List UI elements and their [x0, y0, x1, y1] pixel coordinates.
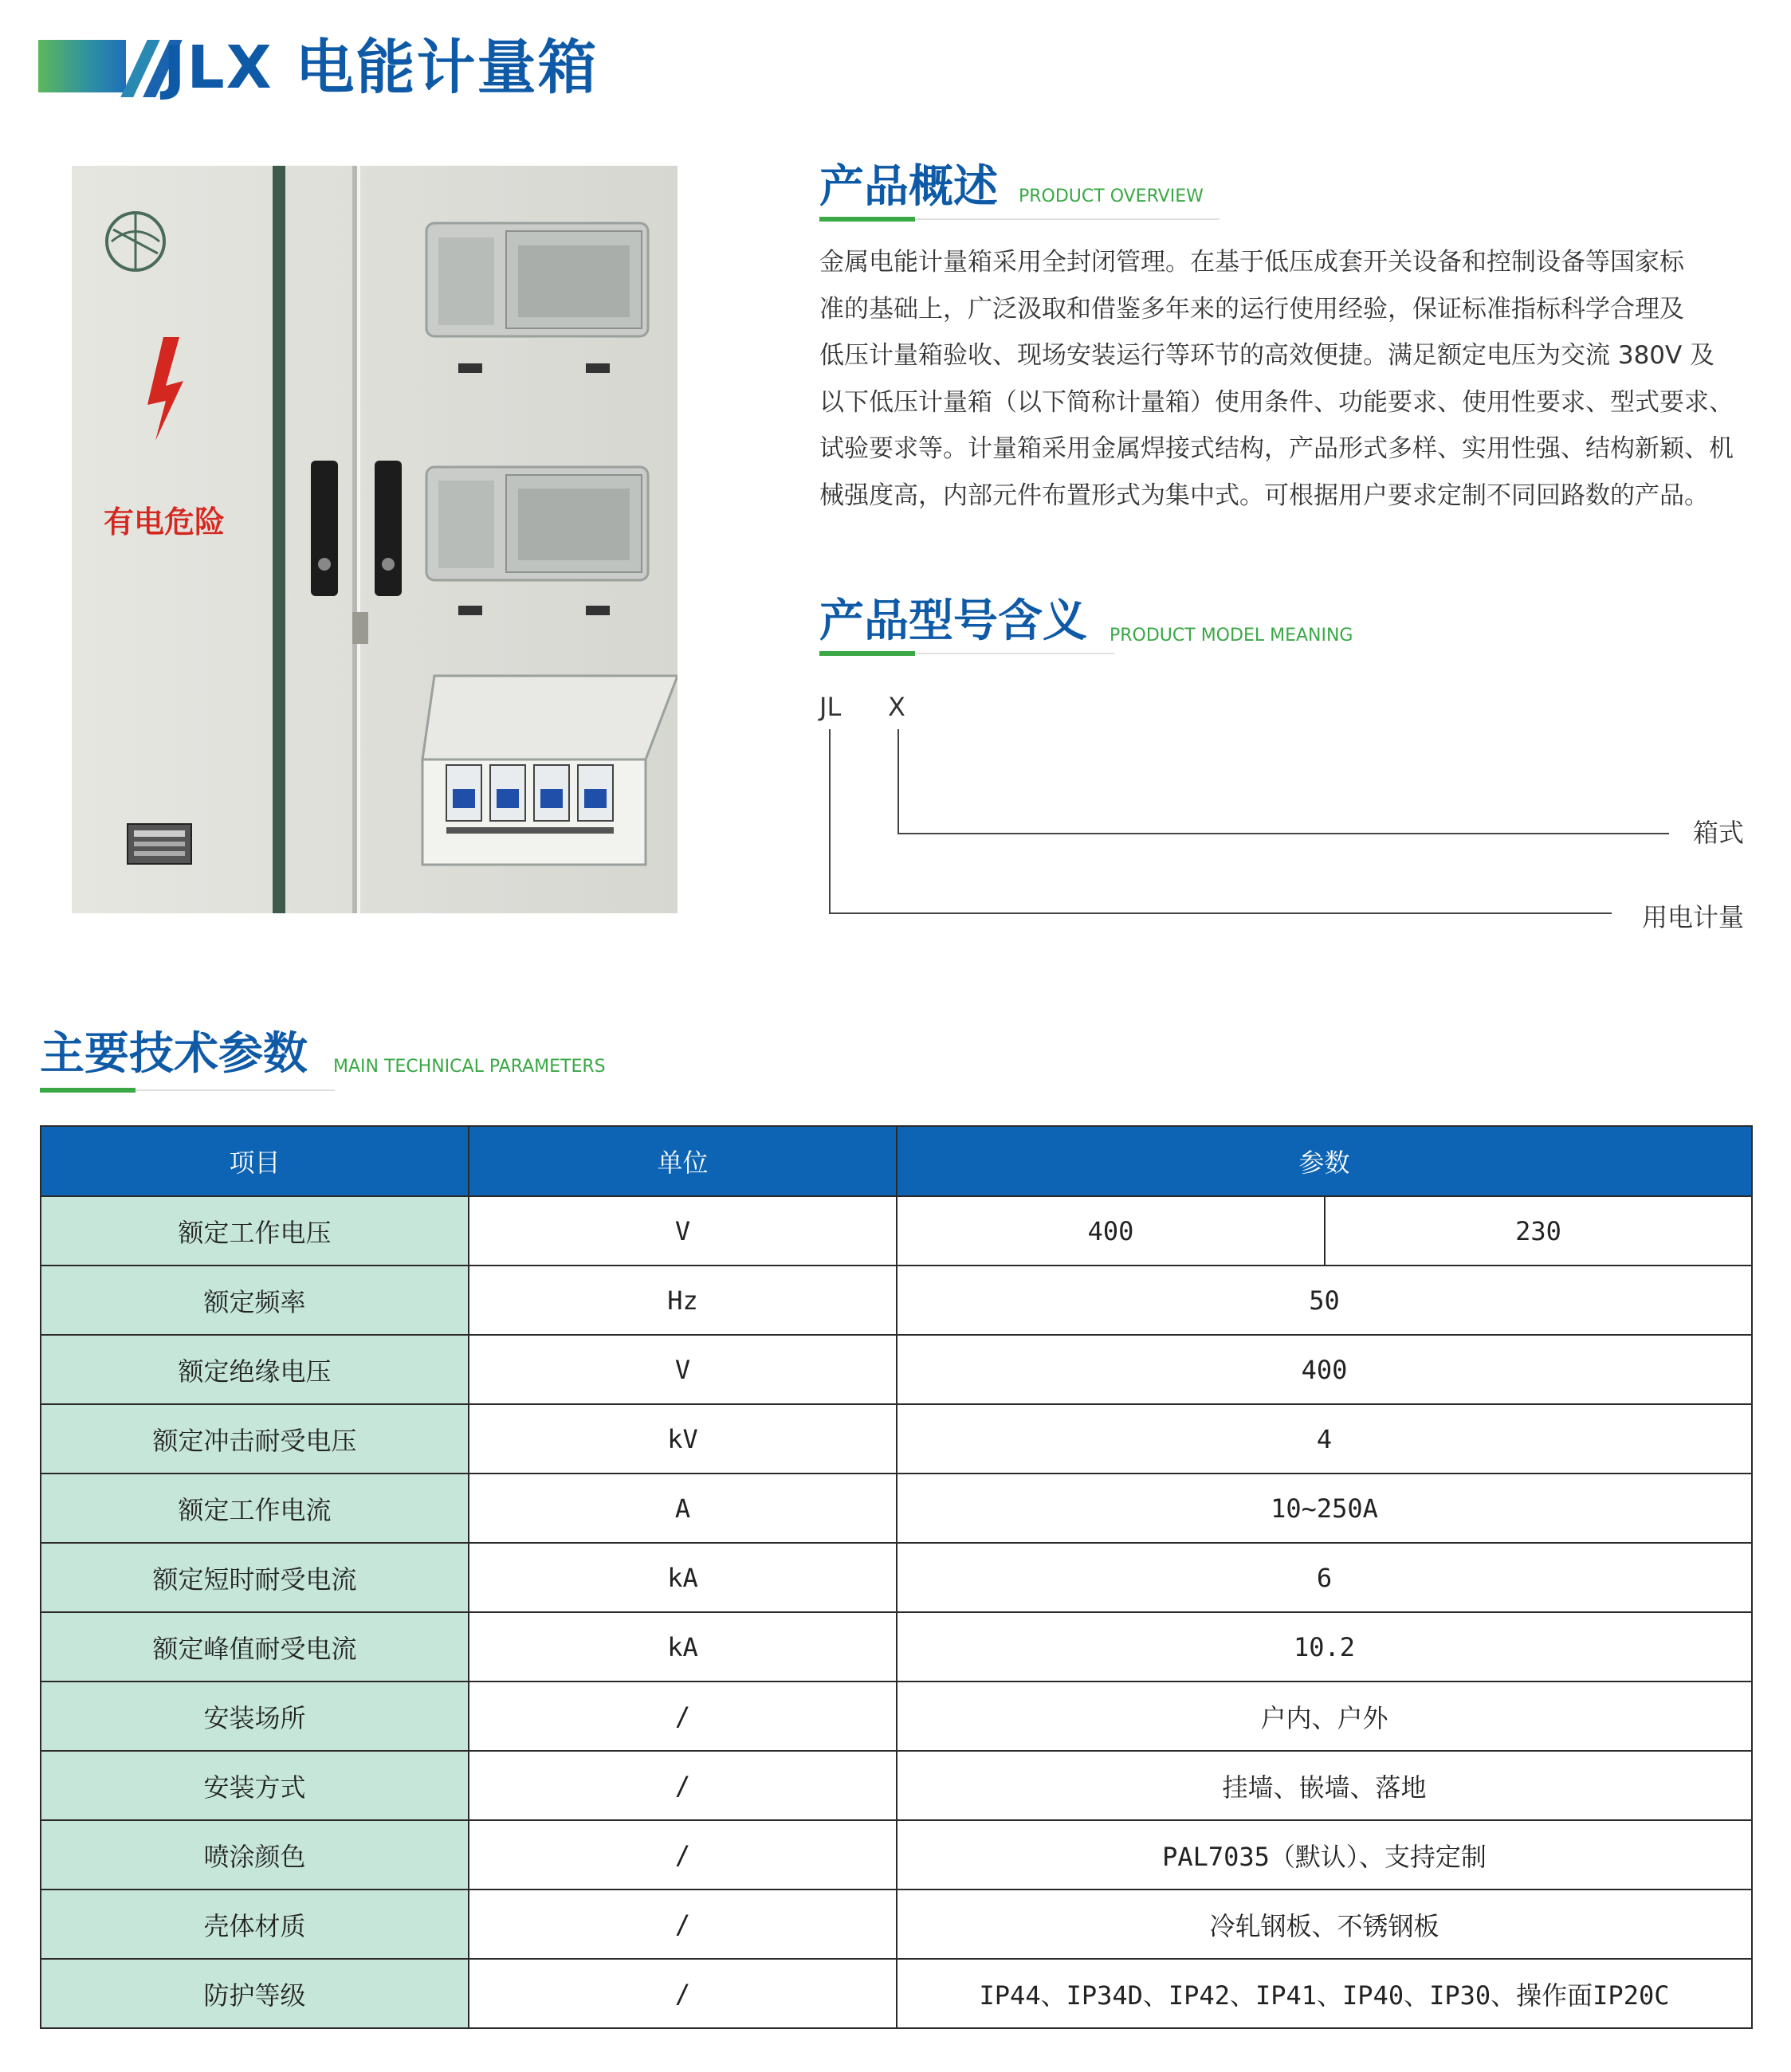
row-item: 安装方式 — [41, 1751, 469, 1820]
row-unit: V — [469, 1196, 897, 1266]
table-row — [41, 1335, 1752, 1404]
heading-underline-accent — [40, 1088, 136, 1093]
row-unit: kA — [469, 1612, 897, 1682]
row-item: 安装场所 — [41, 1682, 469, 1751]
model-meaning-x: 箱式 — [1693, 818, 1745, 848]
row-unit: A — [469, 1474, 897, 1543]
header-unit: 单位 — [469, 1126, 897, 1196]
table-row — [41, 1682, 1752, 1751]
table-row — [41, 1404, 1752, 1474]
model-heading-en: PRODUCT MODEL MEANING — [1110, 626, 1353, 646]
row-unit: Hz — [469, 1266, 897, 1335]
table-row — [41, 1474, 1752, 1543]
table-row — [41, 1820, 1752, 1890]
overview-heading — [819, 159, 1204, 215]
params-heading-title: 主要技术参数 — [40, 1028, 308, 1080]
model-line-jl-horizontal — [829, 912, 1612, 914]
table-row — [41, 1266, 1752, 1335]
model-line-jl-vertical — [829, 729, 831, 914]
warning-sign-text: 有电危险 — [104, 504, 226, 540]
row-item: 壳体材质 — [41, 1890, 469, 1959]
model-heading — [819, 594, 1353, 649]
row-value: 4 — [897, 1404, 1752, 1474]
title-accent-bar — [38, 40, 126, 92]
heading-underline-accent — [819, 651, 915, 656]
params-heading — [40, 1026, 606, 1082]
row-value: 挂墙、嵌墙、落地 — [897, 1751, 1752, 1820]
overview-line: 金属电能计量箱采用全封闭管理。在基于低压成套开关设备和控制设备等国家标 — [819, 248, 1684, 277]
row-value: PAL7035（默认）、支持定制 — [897, 1820, 1752, 1890]
model-code-x: X — [888, 692, 905, 722]
meter-cabinet-illustration — [72, 166, 678, 913]
table-row — [41, 1196, 1752, 1266]
header-item: 项目 — [41, 1126, 469, 1196]
row-value: 10.2 — [897, 1612, 1752, 1682]
row-value: 户内、户外 — [897, 1682, 1752, 1751]
parameters-table — [40, 1125, 1753, 2029]
table-row — [41, 1612, 1752, 1682]
row-value-b: 230 — [1325, 1196, 1752, 1266]
model-line-x-vertical — [897, 729, 899, 834]
table-row — [41, 1959, 1752, 2028]
row-unit: kV — [469, 1404, 897, 1474]
overview-text — [819, 239, 1754, 519]
overview-heading-title: 产品概述 — [819, 161, 998, 213]
heading-underline — [915, 653, 1114, 654]
model-heading-title: 产品型号含义 — [819, 595, 1087, 647]
heading-underline — [136, 1089, 335, 1091]
row-item: 喷涂颜色 — [41, 1820, 469, 1890]
row-unit: / — [469, 1751, 897, 1820]
overview-line: 试验要求等。计量箱采用金属焊接式结构，产品形式多样、实用性强、结构新颖、机 — [819, 434, 1734, 463]
overview-line: 准的基础上，广泛汲取和借鉴多年来的运行使用经验，保证标准指标科学合理及 — [819, 294, 1684, 324]
row-item: 额定短时耐受电流 — [41, 1543, 469, 1612]
row-unit: V — [469, 1335, 897, 1404]
row-value: 10~250A — [897, 1474, 1752, 1543]
overview-line: 低压计量箱验收、现场安装运行等环节的高效便捷。满足额定电压为交流 380V 及 — [819, 341, 1715, 370]
overview-heading-en: PRODUCT OVERVIEW — [1019, 186, 1204, 206]
row-value: 50 — [897, 1266, 1752, 1335]
row-unit: / — [469, 1820, 897, 1890]
row-item: 防护等级 — [41, 1959, 469, 2028]
heading-underline — [915, 218, 1220, 220]
row-value: 400 — [897, 1335, 1752, 1404]
model-code-jl: JL — [819, 692, 842, 722]
row-value-a: 400 — [897, 1196, 1325, 1266]
model-line-x-horizontal — [897, 833, 1669, 834]
overview-line: 械强度高，内部元件布置形式为集中式。可根据用户要求定制不同回路数的产品。 — [819, 481, 1709, 510]
row-item: 额定工作电流 — [41, 1474, 469, 1543]
row-value: 冷轧钢板、不锈钢板 — [897, 1890, 1752, 1959]
header-value: 参数 — [897, 1126, 1752, 1196]
page-title: JLX 电能计量箱 — [163, 33, 599, 102]
row-item: 额定频率 — [41, 1266, 469, 1335]
model-meaning-jl: 用电计量 — [1642, 902, 1745, 932]
table-header-row — [41, 1126, 1752, 1196]
row-item: 额定冲击耐受电压 — [41, 1404, 469, 1474]
product-photo — [72, 166, 678, 913]
params-heading-en: MAIN TECHNICAL PARAMETERS — [333, 1057, 606, 1077]
row-value: 6 — [897, 1543, 1752, 1612]
row-unit: / — [469, 1959, 897, 2028]
row-unit: kA — [469, 1543, 897, 1612]
row-value: IP44、IP34D、IP42、IP41、IP40、IP30、操作面IP20C — [897, 1959, 1752, 2028]
overview-line: 以下低压计量箱（以下简称计量箱）使用条件、功能要求、使用性要求、型式要求、 — [819, 387, 1734, 417]
row-item: 额定绝缘电压 — [41, 1335, 469, 1404]
heading-underline-accent — [819, 217, 915, 222]
row-unit: / — [469, 1890, 897, 1959]
row-item: 额定工作电压 — [41, 1196, 469, 1266]
table-row — [41, 1751, 1752, 1820]
table-row — [41, 1543, 1752, 1612]
row-item: 额定峰值耐受电流 — [41, 1612, 469, 1682]
table-row — [41, 1890, 1752, 1959]
row-unit: / — [469, 1682, 897, 1751]
